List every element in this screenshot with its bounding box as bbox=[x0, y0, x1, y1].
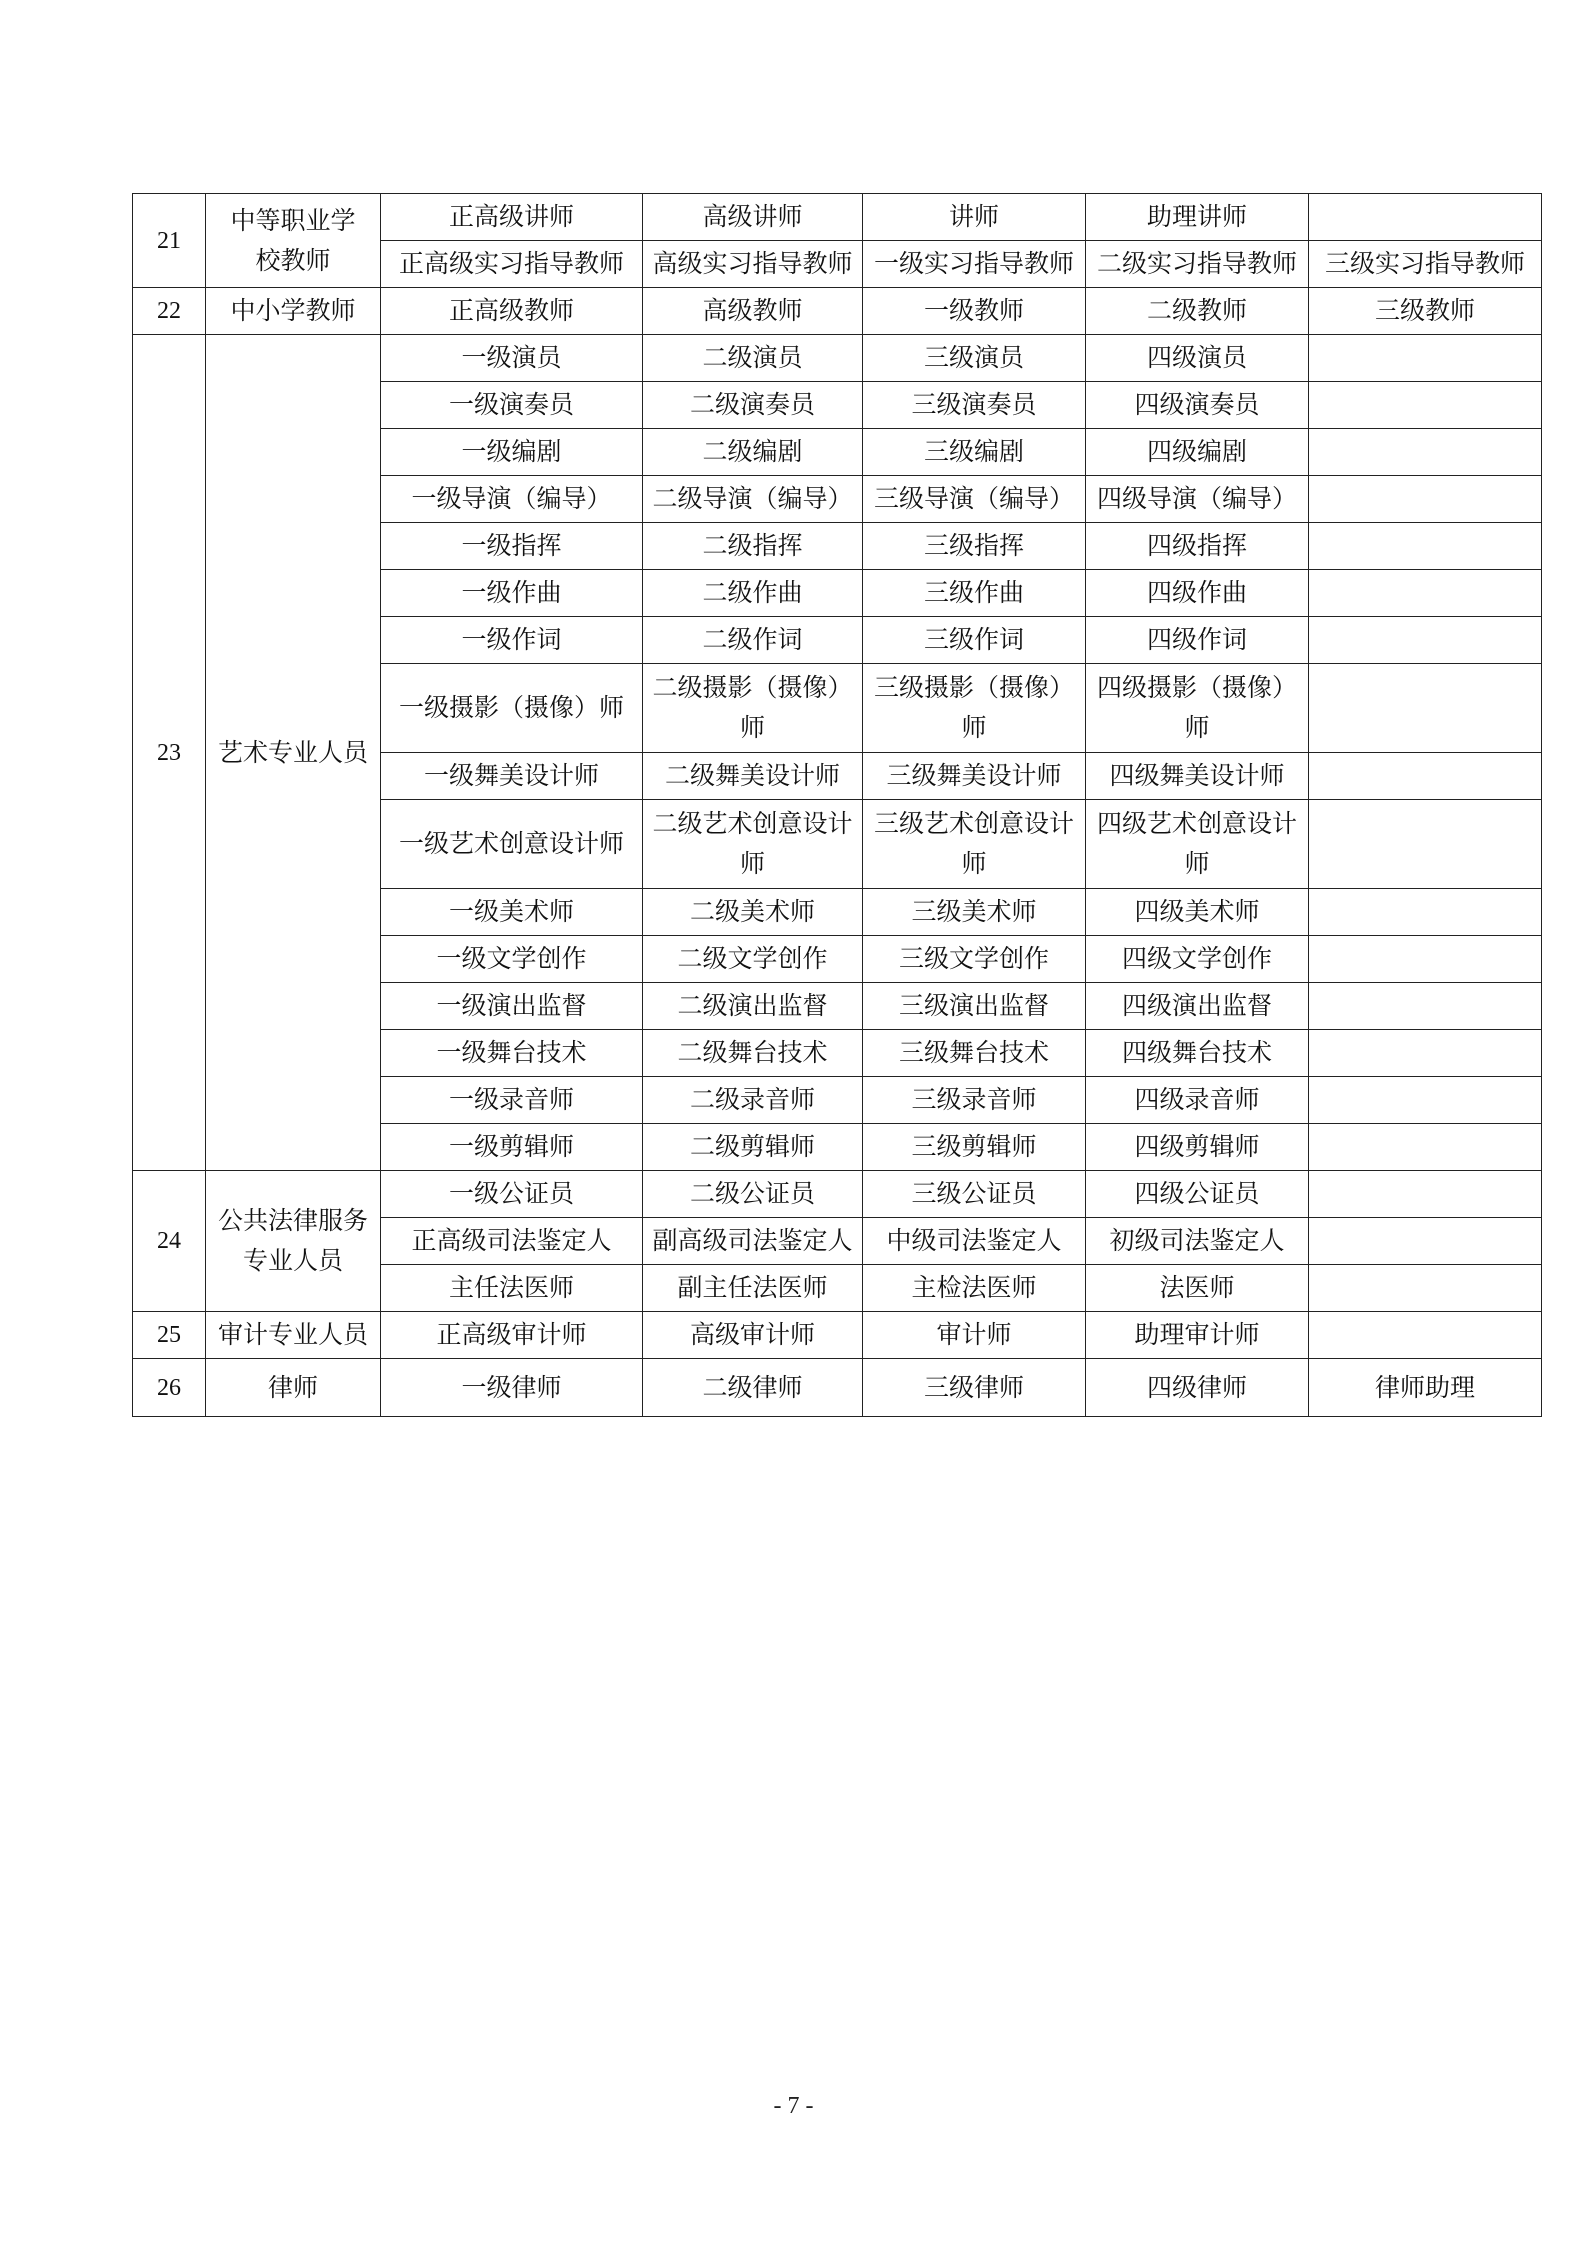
title-cell: 讲师 bbox=[863, 194, 1086, 241]
row-number: 24 bbox=[133, 1171, 206, 1312]
title-cell: 一级文学创作 bbox=[381, 936, 643, 983]
title-cell: 一级导演（编导） bbox=[381, 476, 643, 523]
title-cell: 助理审计师 bbox=[1086, 1312, 1309, 1359]
title-cell: 四级作曲 bbox=[1086, 570, 1309, 617]
title-cell: 二级舞美设计师 bbox=[643, 753, 863, 800]
title-cell bbox=[1309, 1124, 1542, 1171]
title-cell bbox=[1309, 936, 1542, 983]
title-cell: 中级司法鉴定人 bbox=[863, 1218, 1086, 1265]
title-cell: 四级演出监督 bbox=[1086, 983, 1309, 1030]
title-cell: 高级实习指导教师 bbox=[643, 241, 863, 288]
title-cell: 三级实习指导教师 bbox=[1309, 241, 1542, 288]
title-cell: 三级作曲 bbox=[863, 570, 1086, 617]
title-cell: 三级摄影（摄像）师 bbox=[863, 664, 1086, 753]
table-row bbox=[133, 335, 1542, 382]
title-cell bbox=[1309, 476, 1542, 523]
title-cell: 四级演员 bbox=[1086, 335, 1309, 382]
title-cell bbox=[1309, 570, 1542, 617]
title-cell: 高级讲师 bbox=[643, 194, 863, 241]
title-cell: 正高级讲师 bbox=[381, 194, 643, 241]
title-cell: 二级艺术创意设计师 bbox=[643, 800, 863, 889]
title-cell: 一级公证员 bbox=[381, 1171, 643, 1218]
title-cell: 审计师 bbox=[863, 1312, 1086, 1359]
title-cell: 三级录音师 bbox=[863, 1077, 1086, 1124]
title-cell: 副高级司法鉴定人 bbox=[643, 1218, 863, 1265]
title-cell: 高级审计师 bbox=[643, 1312, 863, 1359]
title-cell: 三级公证员 bbox=[863, 1171, 1086, 1218]
title-cell: 四级演奏员 bbox=[1086, 382, 1309, 429]
title-cell: 初级司法鉴定人 bbox=[1086, 1218, 1309, 1265]
title-cell: 一级作曲 bbox=[381, 570, 643, 617]
title-cell: 二级指挥 bbox=[643, 523, 863, 570]
title-cell bbox=[1309, 664, 1542, 753]
title-cell: 正高级司法鉴定人 bbox=[381, 1218, 643, 1265]
title-cell bbox=[1309, 800, 1542, 889]
title-cell: 二级作曲 bbox=[643, 570, 863, 617]
title-cell: 三级舞美设计师 bbox=[863, 753, 1086, 800]
title-cell: 三级导演（编导） bbox=[863, 476, 1086, 523]
table-row bbox=[133, 288, 1542, 335]
title-cell: 四级导演（编导） bbox=[1086, 476, 1309, 523]
title-cell: 三级作词 bbox=[863, 617, 1086, 664]
title-cell: 二级剪辑师 bbox=[643, 1124, 863, 1171]
title-cell: 一级艺术创意设计师 bbox=[381, 800, 643, 889]
title-cell: 二级演奏员 bbox=[643, 382, 863, 429]
title-cell: 四级舞美设计师 bbox=[1086, 753, 1309, 800]
title-cell bbox=[1309, 1030, 1542, 1077]
title-cell: 一级演员 bbox=[381, 335, 643, 382]
title-cell: 法医师 bbox=[1086, 1265, 1309, 1312]
title-cell bbox=[1309, 983, 1542, 1030]
title-cell: 四级录音师 bbox=[1086, 1077, 1309, 1124]
title-cell: 主任法医师 bbox=[381, 1265, 643, 1312]
title-cell: 一级指挥 bbox=[381, 523, 643, 570]
title-cell bbox=[1309, 194, 1542, 241]
title-cell: 一级编剧 bbox=[381, 429, 643, 476]
title-cell: 三级教师 bbox=[1309, 288, 1542, 335]
table-row bbox=[133, 1171, 1542, 1218]
title-cell: 二级作词 bbox=[643, 617, 863, 664]
title-cell: 律师助理 bbox=[1309, 1359, 1542, 1417]
title-cell: 二级公证员 bbox=[643, 1171, 863, 1218]
title-cell: 三级美术师 bbox=[863, 889, 1086, 936]
title-cell bbox=[1309, 382, 1542, 429]
title-cell bbox=[1309, 889, 1542, 936]
title-cell: 正高级教师 bbox=[381, 288, 643, 335]
table-row bbox=[133, 194, 1542, 241]
row-number: 22 bbox=[133, 288, 206, 335]
title-cell: 四级律师 bbox=[1086, 1359, 1309, 1417]
title-cell bbox=[1309, 1265, 1542, 1312]
title-cell bbox=[1309, 617, 1542, 664]
title-cell: 高级教师 bbox=[643, 288, 863, 335]
title-cell bbox=[1309, 1077, 1542, 1124]
title-cell: 二级舞台技术 bbox=[643, 1030, 863, 1077]
title-cell bbox=[1309, 335, 1542, 382]
title-cell: 二级实习指导教师 bbox=[1086, 241, 1309, 288]
category-cell: 中小学教师 bbox=[206, 288, 381, 335]
title-cell: 三级律师 bbox=[863, 1359, 1086, 1417]
title-cell: 一级摄影（摄像）师 bbox=[381, 664, 643, 753]
title-cell: 一级舞美设计师 bbox=[381, 753, 643, 800]
title-cell bbox=[1309, 523, 1542, 570]
row-number: 26 bbox=[133, 1359, 206, 1417]
title-cell: 主检法医师 bbox=[863, 1265, 1086, 1312]
title-cell: 四级舞台技术 bbox=[1086, 1030, 1309, 1077]
title-cell: 三级演员 bbox=[863, 335, 1086, 382]
title-classification-table bbox=[132, 193, 1542, 1417]
title-cell: 三级艺术创意设计师 bbox=[863, 800, 1086, 889]
title-cell bbox=[1309, 1312, 1542, 1359]
title-cell: 三级编剧 bbox=[863, 429, 1086, 476]
title-cell: 三级文学创作 bbox=[863, 936, 1086, 983]
title-cell: 一级律师 bbox=[381, 1359, 643, 1417]
title-cell: 二级美术师 bbox=[643, 889, 863, 936]
table-row bbox=[133, 1359, 1542, 1417]
row-number: 23 bbox=[133, 335, 206, 1171]
category-cell bbox=[206, 194, 381, 288]
page-number: - 7 - bbox=[773, 2093, 814, 2119]
title-cell: 一级演奏员 bbox=[381, 382, 643, 429]
title-cell: 四级文学创作 bbox=[1086, 936, 1309, 983]
title-cell: 二级演出监督 bbox=[643, 983, 863, 1030]
title-cell: 三级演奏员 bbox=[863, 382, 1086, 429]
title-cell: 一级作词 bbox=[381, 617, 643, 664]
title-cell: 四级作词 bbox=[1086, 617, 1309, 664]
category-cell: 审计专业人员 bbox=[206, 1312, 381, 1359]
title-cell: 四级编剧 bbox=[1086, 429, 1309, 476]
title-cell bbox=[1309, 753, 1542, 800]
category-cell: 艺术专业人员 bbox=[206, 335, 381, 1171]
title-cell: 一级剪辑师 bbox=[381, 1124, 643, 1171]
title-cell: 三级舞台技术 bbox=[863, 1030, 1086, 1077]
title-cell: 二级文学创作 bbox=[643, 936, 863, 983]
title-cell: 二级编剧 bbox=[643, 429, 863, 476]
title-cell: 四级艺术创意设计师 bbox=[1086, 800, 1309, 889]
title-cell: 三级剪辑师 bbox=[863, 1124, 1086, 1171]
category-cell bbox=[206, 1171, 381, 1312]
title-cell: 二级摄影（摄像）师 bbox=[643, 664, 863, 753]
category-label: 公共法律服务专业人员 bbox=[217, 1206, 368, 1275]
title-cell: 一级美术师 bbox=[381, 889, 643, 936]
title-cell: 一级演出监督 bbox=[381, 983, 643, 1030]
title-cell bbox=[1309, 1171, 1542, 1218]
table-row bbox=[133, 1312, 1542, 1359]
title-cell: 一级录音师 bbox=[381, 1077, 643, 1124]
category-cell: 律师 bbox=[206, 1359, 381, 1417]
title-cell: 三级演出监督 bbox=[863, 983, 1086, 1030]
title-cell: 二级录音师 bbox=[643, 1077, 863, 1124]
category-label: 中等职业学校教师 bbox=[230, 205, 356, 275]
title-cell: 助理讲师 bbox=[1086, 194, 1309, 241]
title-cell: 正高级审计师 bbox=[381, 1312, 643, 1359]
title-cell bbox=[1309, 429, 1542, 476]
title-cell: 四级摄影（摄像）师 bbox=[1086, 664, 1309, 753]
row-number: 25 bbox=[133, 1312, 206, 1359]
title-cell: 一级教师 bbox=[863, 288, 1086, 335]
title-cell: 二级律师 bbox=[643, 1359, 863, 1417]
title-cell: 二级导演（编导） bbox=[643, 476, 863, 523]
title-cell: 一级舞台技术 bbox=[381, 1030, 643, 1077]
title-cell bbox=[1309, 1218, 1542, 1265]
title-cell: 副主任法医师 bbox=[643, 1265, 863, 1312]
row-number: 21 bbox=[133, 194, 206, 288]
title-cell: 二级教师 bbox=[1086, 288, 1309, 335]
title-cell: 四级美术师 bbox=[1086, 889, 1309, 936]
title-cell: 四级指挥 bbox=[1086, 523, 1309, 570]
title-cell: 二级演员 bbox=[643, 335, 863, 382]
title-cell: 四级公证员 bbox=[1086, 1171, 1309, 1218]
title-cell: 三级指挥 bbox=[863, 523, 1086, 570]
title-cell: 四级剪辑师 bbox=[1086, 1124, 1309, 1171]
title-cell: 正高级实习指导教师 bbox=[381, 241, 643, 288]
title-cell: 一级实习指导教师 bbox=[863, 241, 1086, 288]
